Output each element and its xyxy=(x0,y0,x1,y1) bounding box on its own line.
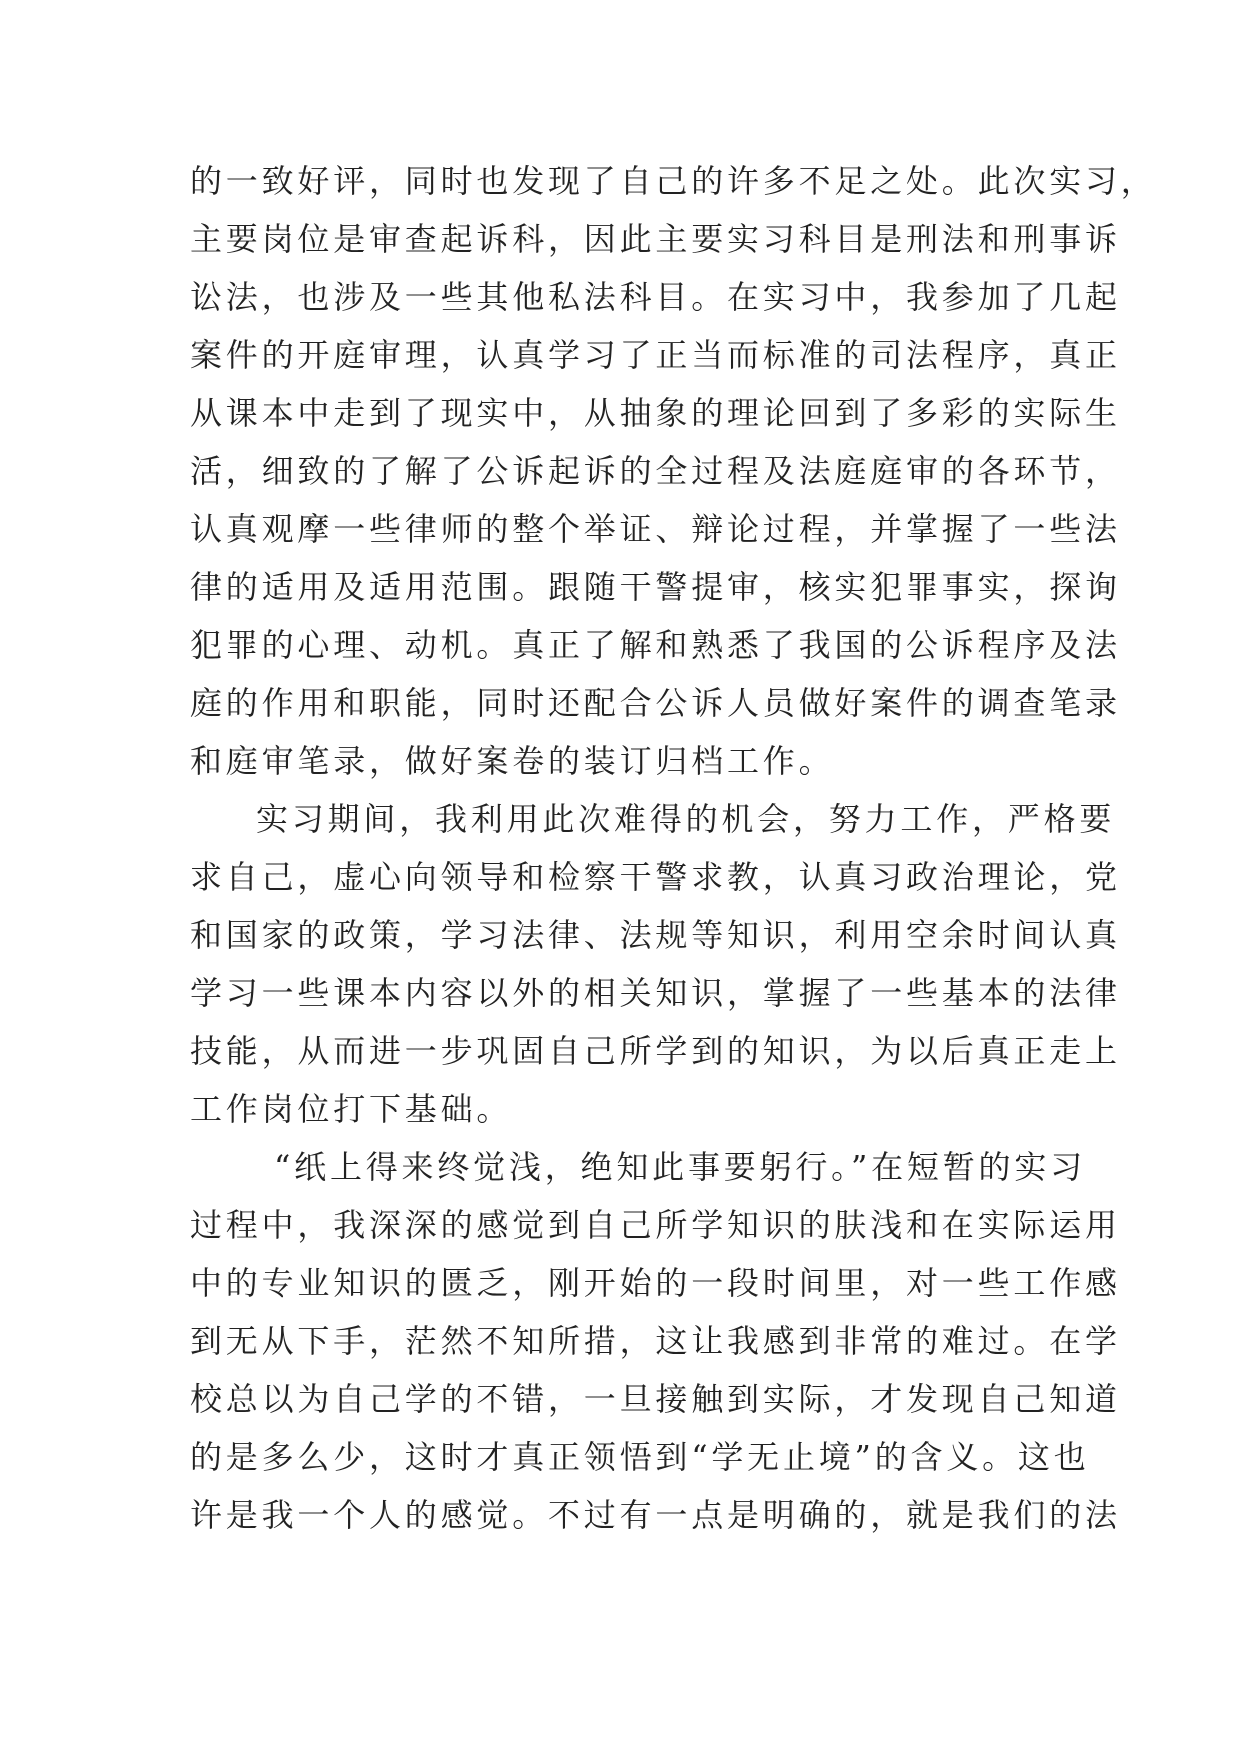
text-line: 和庭审笔录，做好案卷的装订归档工作。 xyxy=(190,742,835,780)
text-line: 过程中，我深深的感觉到自己所学知识的肤浅和在实际运用 xyxy=(190,1206,1121,1244)
text-line: 的一致好评，同时也发现了自己的许多不足之处。此次实习， xyxy=(190,162,1157,200)
text-line: 犯罪的心理、动机。真正了解和熟悉了我国的公诉程序及法 xyxy=(190,626,1121,664)
text-line: 律的适用及适用范围。跟随干警提审，核实犯罪事实，探询 xyxy=(190,568,1121,606)
text-line: 讼法，也涉及一些其他私法科目。在实习中，我参加了几起 xyxy=(190,278,1121,316)
paragraph-first-line: “纸上得来终觉浅，绝知此事要躬行。”在短暂的实习 xyxy=(274,1148,1086,1186)
text-line: 校总以为自己学的不错，一旦接触到实际，才发现自己知道 xyxy=(190,1380,1121,1418)
text-line: 案件的开庭审理，认真学习了正当而标准的司法程序，真正 xyxy=(190,336,1121,374)
text-line: 的是多么少，这时才真正领悟到“学无止境”的含义。这也 xyxy=(190,1438,1090,1476)
text-line: 庭的作用和职能，同时还配合公诉人员做好案件的调查笔录 xyxy=(190,684,1121,722)
text-line: 中的专业知识的匮乏，刚开始的一段时间里，对一些工作感 xyxy=(190,1264,1121,1302)
text-line: 工作岗位打下基础。 xyxy=(190,1090,513,1128)
paragraph-first-line: 实习期间，我利用此次难得的机会，努力工作，严格要 xyxy=(256,800,1116,838)
text-line: 求自己，虚心向领导和检察干警求教，认真习政治理论，党 xyxy=(190,858,1121,896)
text-line: 技能，从而进一步巩固自己所学到的知识，为以后真正走上 xyxy=(190,1032,1121,1070)
text-line: 和国家的政策，学习法律、法规等知识，利用空余时间认真 xyxy=(190,916,1121,954)
body-text xyxy=(190,152,1157,1544)
text-line: 主要岗位是审查起诉科，因此主要实习科目是刑法和刑事诉 xyxy=(190,220,1121,258)
text-line: 认真观摩一些律师的整个举证、辩论过程，并掌握了一些法 xyxy=(190,510,1121,548)
text-line: 活，细致的了解了公诉起诉的全过程及法庭庭审的各环节， xyxy=(190,452,1121,490)
text-line: 到无从下手，茫然不知所措，这让我感到非常的难过。在学 xyxy=(190,1322,1121,1360)
text-line: 许是我一个人的感觉。不过有一点是明确的，就是我们的法 xyxy=(190,1496,1121,1534)
text-line: 从课本中走到了现实中，从抽象的理论回到了多彩的实际生 xyxy=(190,394,1121,432)
text-line: 学习一些课本内容以外的相关知识，掌握了一些基本的法律 xyxy=(190,974,1121,1012)
